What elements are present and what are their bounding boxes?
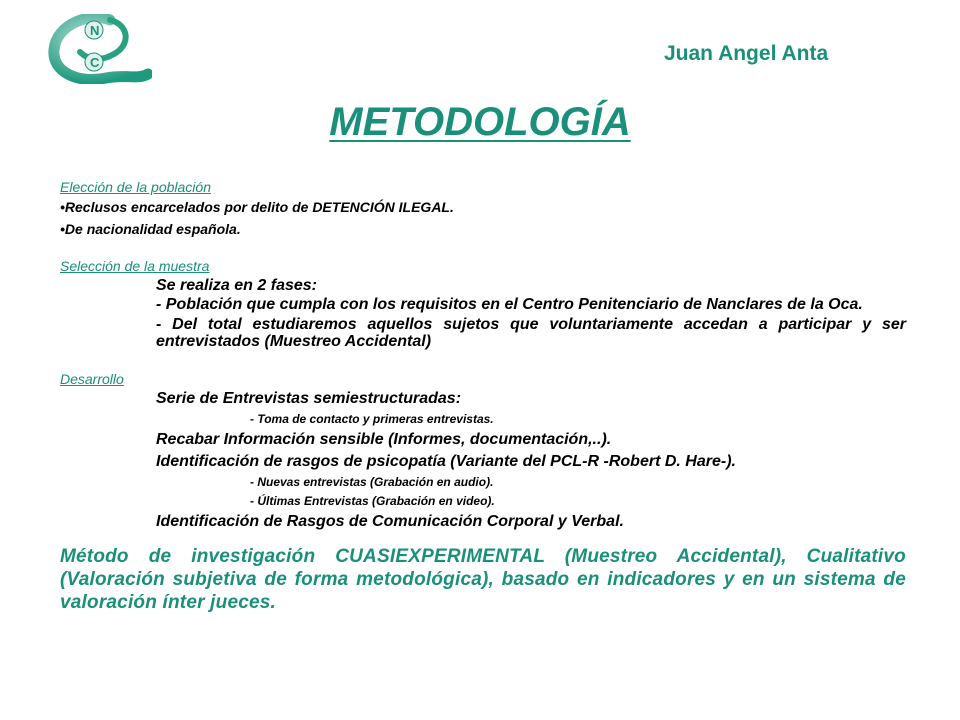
desarrollo-sub-1: - Toma de contacto y primeras entrevistas. — [250, 412, 494, 426]
muestra-phase-2: - Del total estudiaremos aquellos sujetos que voluntariamente accedan a participar y ser entrevistados (Muestreo Accidental) — [156, 316, 906, 350]
desarrollo-sub-3: - Últimas Entrevistas (Grabación en video). — [250, 494, 495, 508]
desarrollo-step-2: Recabar Información sensible (Informes, documentación,..). — [156, 431, 612, 448]
nc-logo-icon — [48, 14, 152, 84]
desarrollo-sub-2: - Nuevas entrevistas (Grabación en audio). — [250, 475, 494, 489]
bullet-nacionalidad: •De nacionalidad española. — [60, 221, 241, 237]
author-name: Juan Angel Anta — [664, 42, 829, 65]
muestra-intro: Se realiza en 2 fases: — [156, 277, 317, 294]
muestra-phase-1: - Población que cumpla con los requisitos en el Centro Penitenciario de Nanclares de la Oca. — [156, 296, 863, 313]
content-body — [60, 178, 906, 614]
closing-statement: Método de investigación CUASIEXPERIMENTAL (Muestreo Accidental), Cualitativo (Valoración subjetiva de forma metodológica), basado en indicadores y en un sistema de valoración ínter jueces. — [60, 546, 906, 613]
logo-letter-c: C — [90, 55, 100, 70]
desarrollo-step-4: Identificación de Rasgos de Comunicación Corporal y Verbal. — [156, 513, 624, 530]
section-heading-poblacion: Elección de la población — [60, 179, 211, 195]
section-heading-desarrollo: Desarrollo — [60, 371, 124, 387]
page-title: METODOLOGÍA — [329, 100, 631, 144]
logo-letter-n: N — [90, 23, 100, 38]
bullet-reclusos: •Reclusos encarcelados por delito de DETENCIÓN ILEGAL. — [60, 199, 454, 215]
section-heading-muestra: Selección de la muestra — [60, 258, 210, 274]
desarrollo-step-1: Serie de Entrevistas semiestructuradas: — [156, 390, 462, 407]
page-title-wrap — [0, 100, 960, 145]
desarrollo-step-3: Identificación de rasgos de psicopatía (Variante del PCL-R -Robert D. Hare-). — [156, 453, 736, 470]
